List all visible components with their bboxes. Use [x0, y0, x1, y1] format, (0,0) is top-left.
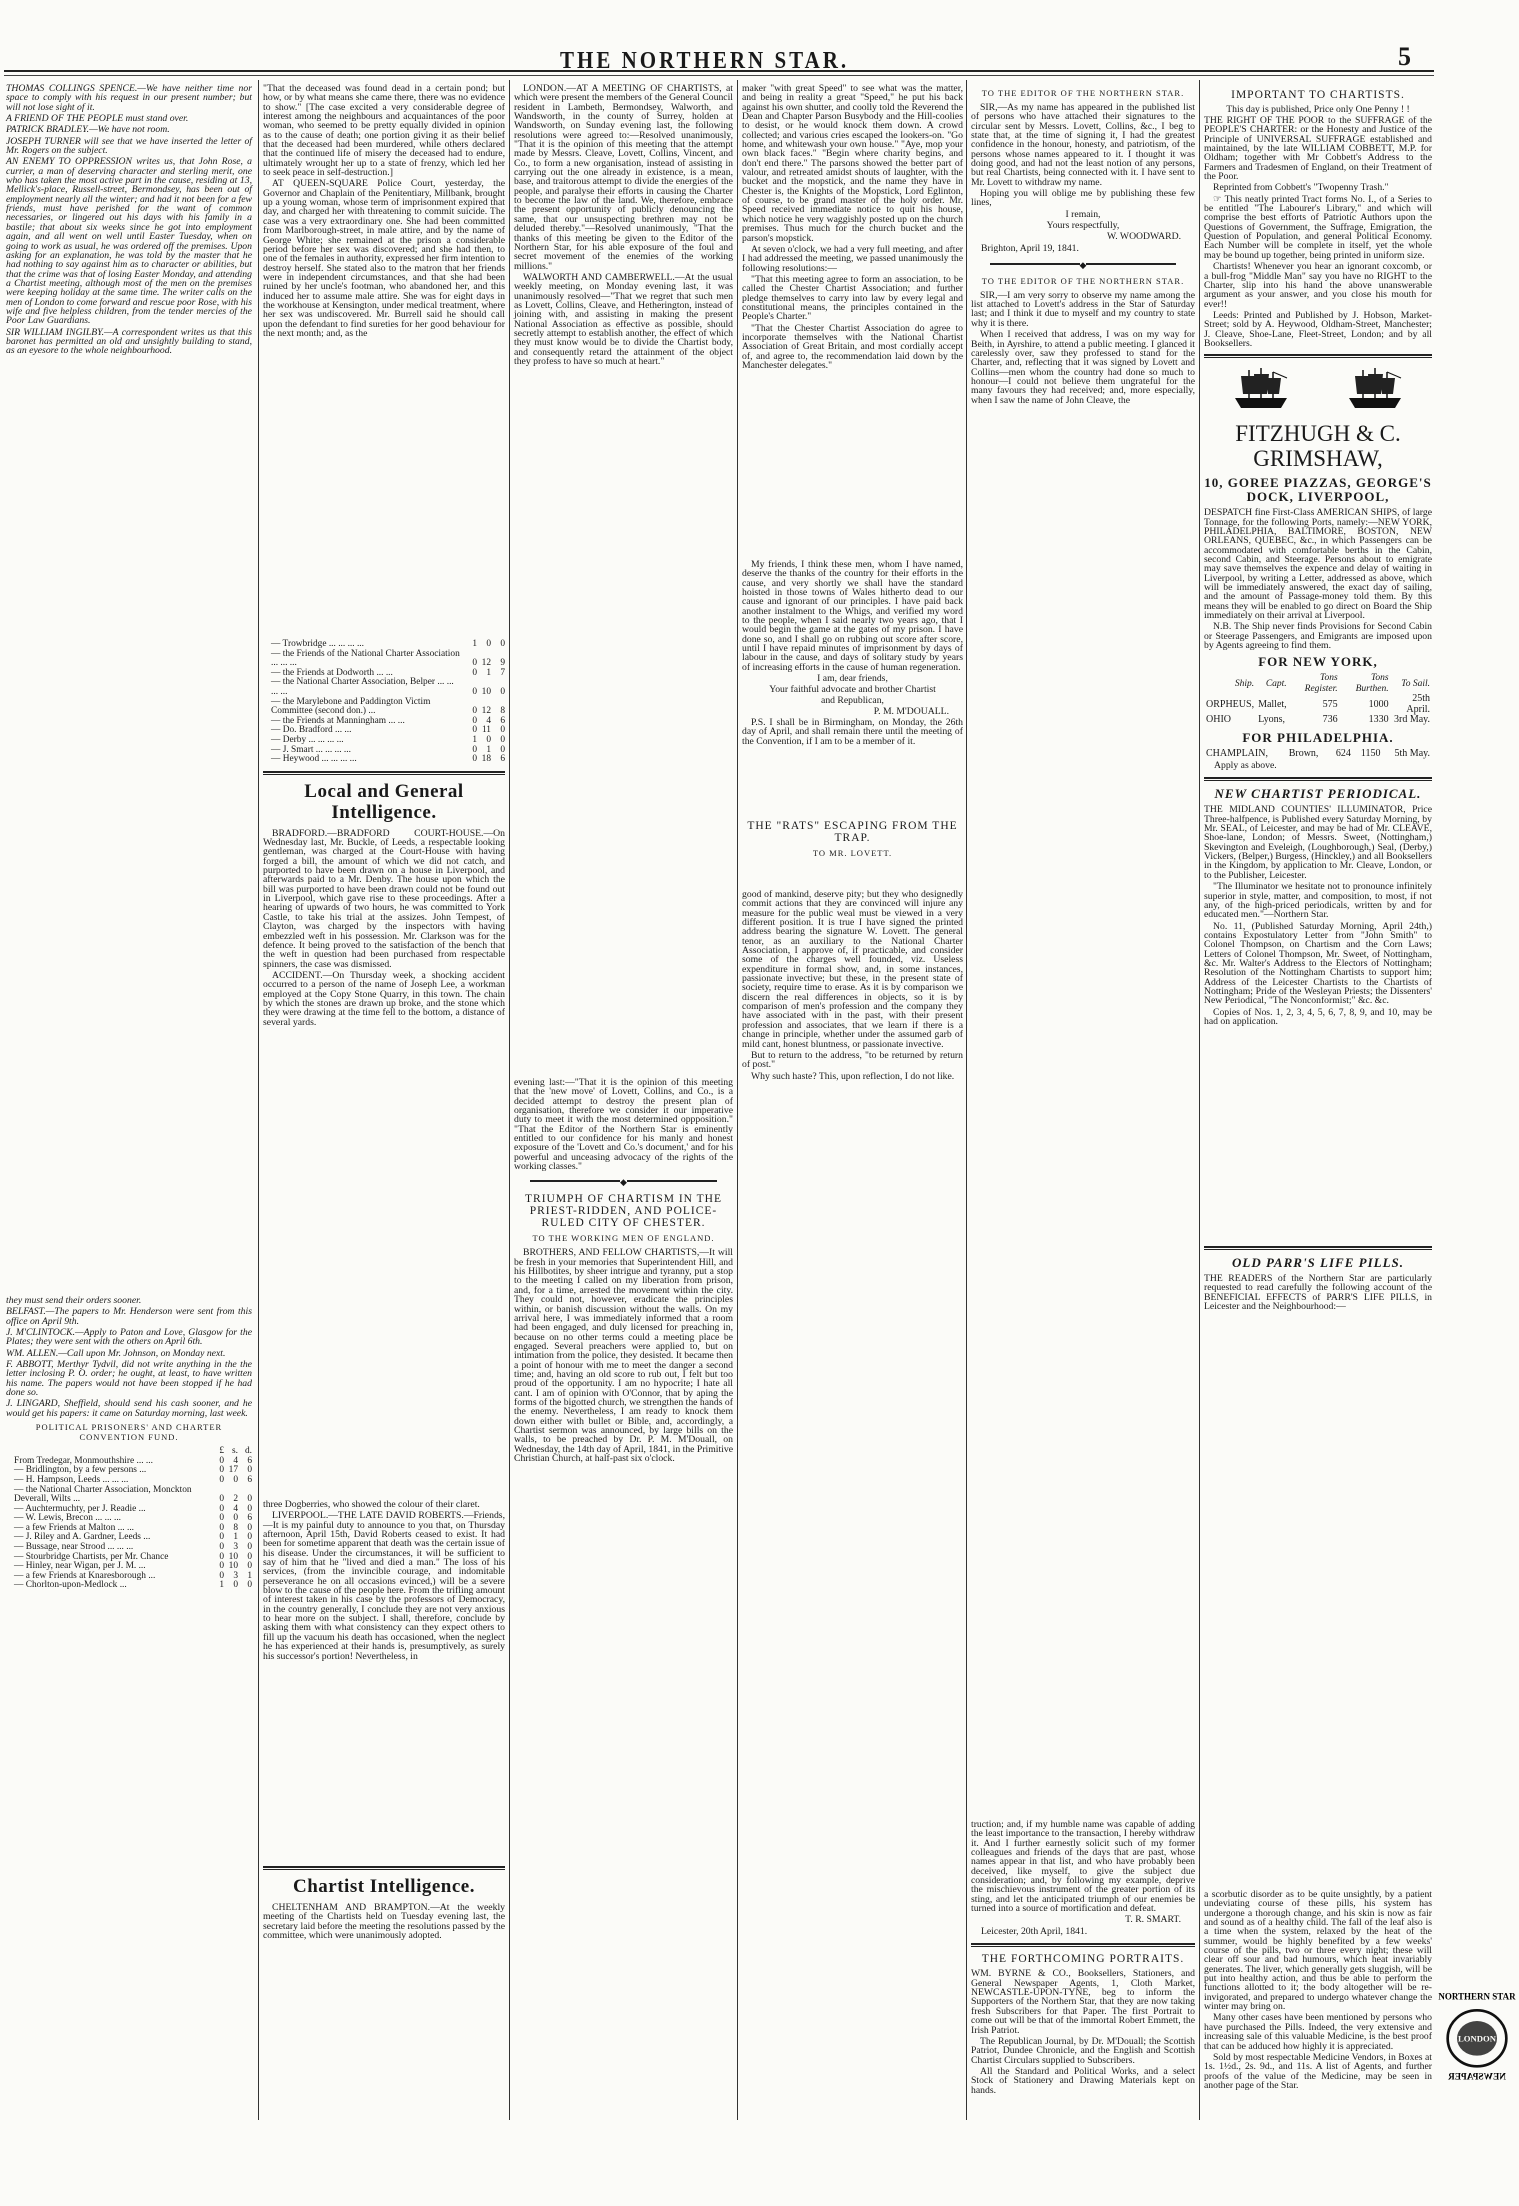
article-group	[263, 640, 505, 1029]
section-heading: Chartist Intelligence.	[293, 1876, 475, 1897]
article-group	[263, 1860, 505, 1942]
amount-cell: 0	[500, 686, 505, 697]
amount-cell: 0	[472, 715, 477, 726]
article-paragraph: three Dogberries, who showed the colour of their claret.	[263, 1499, 480, 1510]
contributor-name: — the National Charter Association, Belper ... ... ... ...	[271, 677, 454, 697]
news-column	[263, 0, 505, 2206]
contributor-name: — Bussage, near Strood ... ... ...	[14, 1542, 134, 1553]
amount-cell: 0	[219, 1561, 224, 1572]
section-rule	[1204, 1246, 1432, 1250]
article-paragraph: Hoping you will oblige me by publishing these few lines,	[971, 188, 1195, 209]
amount-cell: 0	[472, 658, 477, 669]
amount-cell: 0	[500, 725, 505, 736]
schedule-cell: 3rd May.	[1393, 714, 1430, 726]
contributor-name: — J. Smart ... ... ... ...	[271, 744, 351, 755]
amount-cell: 0	[247, 1503, 252, 1514]
contributor-name: — a few Friends at Knaresborough ...	[14, 1570, 156, 1581]
closing-line: Yours respectfully,	[1046, 219, 1120, 231]
article-paragraph: At seven o'clock, we had a very full meeting, and after I had addressed the meeting, we passed unanimously the following resolutions:—	[742, 243, 963, 274]
column-divider	[737, 80, 738, 2120]
table-row	[263, 650, 505, 669]
amount-cell: 12	[481, 706, 491, 717]
article-group	[514, 1078, 733, 1465]
sub-heading: POLITICAL PRISONERS' AND CHARTER CONVENTION FUND.	[35, 1422, 223, 1443]
news-column	[1204, 0, 1432, 2206]
article-paragraph: ☞ This neatly printed Tract forms No. I., of a Series to be entitled "The Labourer's Library," and which will comprise the best efforts of Patriotic Authors upon the Questions of Government, the Suffrage, Emigration, the Question of Population, and general Political Economy. Each Number will be complete in itself, yet the whole may be bound up together, being printed in uniform size.	[1204, 193, 1432, 261]
amount-cell: 0	[247, 1494, 252, 1505]
article-group	[971, 84, 1195, 407]
article-paragraph: But to return to the address, "to be returned by return of post."	[742, 1049, 963, 1071]
section-heading: OLD PARR'S LIFE PILLS.	[1231, 1255, 1404, 1270]
schedule-cell: 624	[1335, 747, 1351, 759]
amount-cell: 0	[233, 1474, 238, 1485]
article-group	[1204, 84, 1432, 1028]
column-header: £	[219, 1446, 224, 1457]
section-rule	[971, 1943, 1195, 1947]
news-column	[6, 0, 252, 2206]
column-header: Tons Register.	[1304, 673, 1338, 694]
article-paragraph: WM. ALLEN.—Call upon Mr. Johnson, on Monday next.	[6, 1347, 226, 1359]
closing-line: This day is published, Price only One Penny ! !	[1226, 104, 1410, 115]
article-paragraph: Leeds: Printed and Published by J. Hobson, Market-Street; sold by A. Heywood, Oldham-Street, Manchester; J. Cleave, Shoe-Lane, Fleet-Street, London; and by all Booksellers.	[1204, 309, 1432, 349]
signature: W. WOODWARD.	[1107, 230, 1181, 242]
article-group	[971, 1820, 1195, 2097]
ship-illustrations	[1204, 366, 1432, 417]
amount-cell: 6	[247, 1455, 252, 1466]
article-paragraph: No. 11, (Published Saturday Morning, April 24th,) contains Expostulatory Letter from "John Smith" to Colonel Thompson, on Chartism and the Corn Laws; Letters of Colonel Thompson, Mr. Sweet, of Nottingham, &c. Mr. Walter's Address to the Electors of Nottingham; Resolution of the Nottingham Chartists to support him; Address of the Leicester Chartists to the Chartists of Nottingham; Pride of the Wesleyan Priests; the Dissenters' New Periodical, "The Nonconformist;" &c. &c.	[1204, 920, 1432, 1007]
ship-icon	[1345, 366, 1405, 417]
contributor-name: — Heywood ... ... ... ...	[271, 754, 357, 765]
amount-cell: 10	[228, 1561, 238, 1572]
article-group	[742, 560, 963, 748]
article-paragraph: DESPATCH fine First-Class AMERICAN SHIPS, of large Tonnage, for the following Ports, namely:—NEW YORK, PHILADELPHIA, BALTIMORE, BOSTON, NEW ORLEANS, QUEBEC, &c., in which Passengers can be accommodated with comfortable berths in the Cabin, second Cabin, and Steerage. Persons about to emigrate may save themselves the expence and delay of waiting in Liverpool, by writing a Letter, addressed as above, which will be immediately answered, the exact day of sailing, and the amount of Passage-money told them. By this means they will be enabled to go direct on Board the Ship immediately on their arrival at Liverpool.	[1204, 507, 1432, 622]
amount-cell: 0	[219, 1474, 224, 1485]
article-paragraph: AT QUEEN-SQUARE Police Court, yesterday, the Governor and Chaplain of the Penitentiary, Millbank, brought up a young woman, whose term of imprisonment expired that day, and charged her with threatening to commit suicide. The case was a very extraordinary one. She had been committed from Marlborough-street, in male attire, and by the name of George White; she remained at the prison a considerable period before her sex was discovered; and she had then, to one of the females in authority, expressed her firm intention to destroy herself. She stated also to the matron that her friends were in independent circumstances, and that she had been ruined by her uncle's footman, who abandoned her, and this induced her to assume male attire. She was for eight days in the workhouse at Kensington, under medical treatment, where her sex was undiscovered. Mr. Burrell said he should call upon the defendant to find sureties for her good behaviour for the next month; and, as the	[263, 178, 505, 339]
article-paragraph: BRADFORD.—BRADFORD COURT-HOUSE.—On Wednesday last, Mr. Buckle, of Leeds, a respectable looking gentleman, was charged at the Court-House with having forged a bill, the amount of which we did not catch, and purported to have been drawn on a house in Liverpool, and afterwards paid to a Mr. Denby. The house upon which the bill was purported to have been drawn could not be found out in Liverpool, which gave rise to these proceedings. After a hearing of upwards of two hours, he was committed to York Castle, to take his trial at the assizes. John Tempest, of Clayton, was charged by the inspectors with having embezzled weft in his possession. Mr. Clarkson was for the defence. It being proved to the satisfaction of the bench that the weft in question had been purchased from respectable spinners, the case was dismissed.	[263, 827, 505, 970]
amount-cell: 4	[233, 1455, 238, 1466]
amount-cell: 2	[233, 1494, 238, 1505]
column-header: Capt.	[1265, 678, 1287, 689]
article-paragraph: Many other cases have been mentioned by persons who have purchased the Pills. Indeed, the very extensive and increasing sale of this valuable Medicine, is the best proof that can be adduced how highly it is appreciated.	[1204, 2012, 1432, 2052]
contributor-name: — Do. Bradford ... ...	[271, 725, 352, 736]
newspaper-stamp	[1437, 1990, 1517, 2084]
column-divider	[258, 80, 259, 2120]
article-group	[6, 84, 252, 358]
amount-cell: 0	[500, 639, 505, 649]
article-group	[1204, 1890, 1432, 2092]
article-group	[514, 84, 733, 368]
amount-cell: 1	[486, 667, 491, 678]
amount-cell: 6	[247, 1474, 252, 1485]
amount-cell: 3	[233, 1570, 238, 1581]
amount-cell: 8	[233, 1522, 238, 1533]
section-heading: THE FORTHCOMING PORTRAITS.	[981, 1953, 1185, 1966]
amount-cell: 0	[486, 639, 491, 649]
article-paragraph: When I received that address, I was on my way for Beith, in Ayrshire, to attend a public meeting. I glanced it carelessly over, saw they professed to stand for the Charter, and, reflecting that it was signed by Lovett and Collins—men whom the country had done so much to honour—I could not believe them ungrateful for the many favours they had received; and, more especially, when I saw the name of John Cleave, the	[971, 329, 1195, 406]
amount-cell: 0	[247, 1522, 252, 1533]
section-heading: NEW CHARTIST PERIODICAL.	[1214, 786, 1422, 802]
article-paragraph: LIVERPOOL.—THE LATE DAVID ROBERTS.—Friends,—It is my painful duty to announce to you that, on Thursday afternoon, April 15th, David Roberts ceased to exist. It had been for sometime apparent that death was the certain issue of his disease. Under the circumstances, it will be sufficient to say of him that he "lived and died a man." The loss of his services, (from the invincible courage, and indomitable perseverance he on all occasions evinced,) will be a severe blow to the cause of the people here. From the trifling amount of interest taken in his case by the professors of Democracy, in the country generally, I conclude they are not very anxious to hear more on the subject. I shall, therefore, conclude by asking them with what consistency can they expect others to fill up the vacuum his death has occasioned, when the neglect he has experienced at their hands is, presumptively, as surely his successor's portion! Nevertheless, in	[263, 1510, 505, 1662]
amount-cell: 6	[500, 715, 505, 726]
sub-heading: TO MR. LOVETT.	[812, 848, 893, 858]
section-heading: FOR NEW YORK,	[1258, 654, 1378, 670]
article-paragraph: PATRICK BRADLEY.—We have not room.	[6, 124, 170, 136]
closing-line: Your faithful advocate and brother Chartist	[769, 684, 936, 696]
newspaper-title: THE NORTHERN STAR.	[560, 46, 850, 74]
news-column	[514, 0, 733, 2206]
contributor-name: — a few Friends at Malton ... ...	[14, 1522, 135, 1533]
amount-cell: 4	[486, 715, 491, 726]
sub-heading: TO THE EDITOR OF THE NORTHERN STAR.	[981, 275, 1185, 286]
contributor-name: — the National Charter Association, Monckton Deverall, Wilts ...	[14, 1484, 192, 1505]
signature: P. M. M'DOUALL.	[873, 706, 949, 718]
amount-cell: 0	[486, 734, 491, 745]
amount-cell: 0	[219, 1570, 224, 1581]
article-paragraph: F. ABBOTT, Merthyr Tydvil, did not write anything in the the letter inclosing P. O. order; he ought, at least, to have written his name. The papers would not have been stopped if he had done so.	[6, 1359, 252, 1399]
section-rule	[1204, 777, 1432, 781]
stamp-ring-text: LONDON	[1458, 2033, 1496, 2044]
schedule-cell: 1000	[1368, 698, 1389, 710]
contributor-name: From Tredegar, Monmouthshire ... ...	[14, 1455, 153, 1466]
article-paragraph: "That the Chester Chartist Association do agree to incorporate themselves with the National Chartist Association of Great Britain, and most cordially accept of, and agree to, the recommendation laid down by the Manchester delegates."	[742, 322, 963, 371]
article-paragraph: WALWORTH AND CAMBERWELL.—At the usual weekly meeting, on Monday evening last, it was unanimously resolved—"That we regret that such men as Lovett, Collins, Cleave, and Hetherington, instead of joining with, and assisting in making the present National Association as effective as possible, should secretly attempt to establish another, the effect of which they must know would be to divide the Chartist body, and consequently retard the attainment of the object they profess to have so much at heart."	[514, 271, 733, 367]
section-rule	[1204, 354, 1432, 358]
amount-cell: 0	[233, 1513, 238, 1524]
article-group	[742, 890, 963, 1083]
amount-cell: 1	[486, 744, 491, 755]
article-paragraph: SIR,—As my name has appeared in the published list of persons who have attached their signatures to the circular sent by Messrs. Lovett, Collins, &c., I beg to state that, at the time of signing it, I had the greatest confidence in the honour, honesty, and patriotism, of the persons whose names appeared to it. I thought it was doing good, and had not the least notion of any persons, but real Chartists, being connected with it. I have sent to Mr. Lovett to withdraw my name.	[971, 102, 1195, 188]
amount-cell: 1	[247, 1570, 252, 1581]
table-row	[6, 1486, 252, 1505]
amount-cell: 0	[472, 725, 477, 736]
ornamental-divider: ◆	[514, 1177, 733, 1187]
table-row	[263, 678, 505, 697]
article-paragraph: SIR,—I am very sorry to observe my name among the list attached to Lovett's address in the Star of Saturday last; and I think it due to myself and my country to state why it is there.	[971, 289, 1195, 329]
article-group	[1204, 1240, 1432, 1313]
article-paragraph: "That the deceased was found dead in a certain pond; but how, or by what means she came there, there was no evidence to show." [The case excited a very considerable degree of interest among the neighbours and acquaintances of the poor woman, who seemed to be pretty equally divided in opinion as to the cause of death; one portion giving it as their belief that the deceased had been murdered, while others declared that the continued life of misery the deceased had to endure, ultimately wrought her up to a state of frenzy, which led her to seek peace in self-destruction.]	[263, 83, 505, 179]
article-paragraph: "The Illuminator we hesitate not to pronounce infinitely superior in style, matter, and composition, to most, if not any, of the high-priced periodicals, written by and for educated men."—Northern Star.	[1204, 881, 1432, 921]
article-paragraph: THE MIDLAND COUNTIES' ILLUMINATOR, Price Three-halfpence, is Published every Saturday Morning, by Mr. SEAL, of Leicester, and may be had of Mr. CLEAVE, Shoe-lane, London; of Messrs. Sweet, (Nottingham,) Skevington and Eveleigh, (Loughborough,) Seal, (Derby,) Vickers, (Belper,) Burgess, (Hinckley,) and all Booksellers in the Kingdom, by application to Mr. Cleave, London, or to the Publisher, Leicester.	[1204, 804, 1432, 881]
amount-cell: 0	[233, 1580, 238, 1591]
contributor-name: — Derby ... ... ... ...	[271, 734, 344, 745]
column-header: s.	[232, 1446, 238, 1457]
contributor-name: — Bridlington, by a few persons ...	[14, 1465, 147, 1476]
section-heading: IMPORTANT TO CHARTISTS.	[1231, 89, 1405, 101]
article-paragraph: JOSEPH TURNER will see that we have inserted the letter of Mr. Rogers on the subject.	[6, 135, 252, 157]
amount-cell: 1	[219, 1580, 224, 1591]
article-paragraph: Why such haste? This, upon reflection, I do not like.	[751, 1070, 955, 1082]
article-paragraph: THOMAS COLLINGS SPENCE.—We have neither time nor space to comply with his request in our present number; but will not lose sight of it.	[6, 83, 252, 113]
article-paragraph: good of mankind, deserve pity; but they who designedly commit actions that they are convinced will injure any measure for the public weal must be viewed in a very different position. It is true I have signed the printed address bearing the signature W. Lovett. The general tenor, as an auxiliary to the National Charter Association, I approve of, if practicable, and consider some of the charges well founded, viz. Useless expenditure in formal show, and, in some instances, passionate invective; but these, in the present state of society, require time to erase. As it is by comparison we discern the real differences in objects, so it is by comparison of men's profession and the company they have associated with in the past, with their present profession and associates, that we learn if there is a change in principle, whether under the assumed garb of mild cant, honest bluntness, or passionate invective.	[742, 889, 963, 1050]
article-paragraph: THE READERS of the Northern Star are particularly requested to read carefully the following account of the BENEFICIAL EFFECTS of PARR'S LIFE PILLS, in Leicester and the Neighbourhood:—	[1204, 1273, 1432, 1313]
column-divider	[509, 80, 510, 2120]
schedule-cell: 25th April.	[1406, 693, 1430, 715]
dateline: Leicester, 20th April, 1841.	[981, 1926, 1088, 1938]
amount-cell: 0	[219, 1503, 224, 1514]
amount-cell: 4	[233, 1503, 238, 1514]
schedule-cell: OHIO	[1206, 714, 1231, 726]
amount-cell: 1	[472, 639, 477, 649]
amount-cell: 0	[247, 1465, 252, 1476]
sub-heading: TO THE EDITOR OF THE NORTHERN STAR.	[981, 88, 1185, 98]
amount-cell: 0	[247, 1561, 252, 1572]
article-paragraph: WM. BYRNE & CO., Booksellers, Stationers, and General Newspaper Agents, 1, Cloth Market, NEWCASTLE-UPON-TYNE, beg to inform the Supporters of the Northern Star, that they are now taking fresh Subscribers for that Paper. The first Portrait to come out will be that of the immortal Robert Emmett, the Irish Patriot.	[971, 1968, 1195, 2036]
contributor-name: — Hinley, near Wigan, per J. M. ...	[14, 1561, 146, 1572]
subscription-table	[6, 1447, 252, 1591]
article-paragraph: My friends, I think these men, whom I have named, deserve the thanks of the country for their efforts in the cause, and very shortly we shall have the standard hoisted in those towns of Wales hitherto dead to our cause and ignorant of our principles. I have paid back another instalment to the Whigs, and verified my word to the people, when I said nearly two years ago, that I would begin the game at the gates of my prison. I have done so, and I shall go on rubbing out score after score, until I have repaid minutes of imprisonment by days of labour in the cause, and days of solitary study by years of increasing efforts in the cause of human regeneration.	[742, 559, 963, 673]
article-paragraph: J. LINGARD, Sheffield, should send his cash sooner, and he would get his papers: it came on Saturday morning, last week.	[6, 1398, 252, 1419]
article-paragraph: All the Standard and Political Works, and a select Stock of Stationery and Drawing Materials kept on hands.	[971, 2065, 1195, 2096]
amount-cell: 0	[472, 754, 477, 765]
closing-line: and Republican,	[821, 695, 884, 707]
sailing-schedule	[1204, 673, 1432, 726]
article-paragraph: AN ENEMY TO OPPRESSION writes us, that John Rose, a currier, a man of deserving character and sterling merit, one who has taken the most active part in the cause, residing at 13, Mellick's-place, Russell-street, Bermondsey, has been out of employment nearly all the winter; and had it not been for a few friends, must have perished for the want of common necessaries, or lingered out his days with his family in a bastile; that about six weeks since he got into employment again, and all went on well until Easter Tuesday, when on going to work as usual, he was ordered off the premises. Upon asking for an explanation, he was told by the master that he had nothing to say against him as to character or abilities, but that the crime was that of losing Easter Monday, and attending a Chartist meeting, although most of the men on the premises were keeping holiday at the same time. The writer calls on the men of London to come forward and rescue poor Rose, with his wife and five helpless children, from the tender mercies of the Poor Law Guardians.	[6, 156, 252, 327]
amount-cell: 11	[481, 725, 491, 736]
amount-cell: 0	[472, 706, 477, 717]
article-paragraph: "That this meeting agree to form an association, to be called the Chester Chartist Association; and further pledge themselves to carry into law by every legal and constitutional means, the principles contained in the People's Charter."	[742, 273, 963, 323]
amount-cell: 0	[247, 1551, 252, 1562]
dateline: Apply as above.	[1214, 760, 1277, 772]
amount-cell: 0	[472, 744, 477, 755]
amount-cell: 7	[500, 667, 505, 678]
article-paragraph: BELFAST.—The papers to Mr. Henderson were sent from this office on April 9th.	[6, 1306, 252, 1327]
section-heading: THE "RATS" ESCAPING FROM THE TRAP.	[747, 820, 958, 844]
table-row	[1204, 749, 1432, 760]
contributor-name: — Auchtermuchty, per J. Readie ...	[14, 1503, 146, 1514]
contributor-name: — the Marylebone and Paddington Victim Committee (second don.) ...	[271, 696, 431, 717]
amount-cell: 12	[481, 658, 491, 669]
contributor-name: — Chorlton-upon-Medlock ...	[14, 1580, 127, 1591]
stamp-bottom-text: NEWSPAPER	[1448, 2072, 1506, 2083]
schedule-cell: 1150	[1360, 747, 1381, 759]
column-header: Ship.	[1234, 678, 1255, 689]
contributor-name: — the Friends at Dodworth ... ...	[271, 667, 393, 678]
article-group	[742, 84, 963, 372]
dateline: Brighton, April 19, 1841.	[981, 242, 1079, 254]
amount-cell: 0	[219, 1513, 224, 1524]
article-paragraph: A FRIEND OF THE PEOPLE must stand over.	[6, 113, 189, 125]
ship-icon	[1231, 366, 1291, 417]
amount-cell: 3	[233, 1542, 238, 1553]
article-paragraph: Sold by most respectable Medicine Vendors, in Boxes at 1s. 1½d., 2s. 9d., and 11s. A list of Agents, and further proofs of the value of the Medicine, may be seen in another page of the Star.	[1204, 2051, 1432, 2091]
article-paragraph: they must send their orders sooner.	[6, 1295, 142, 1306]
article-paragraph: LONDON.—AT A MEETING OF CHARTISTS, at which were present the members of the General Council resident in Lambeth, Bermondsey, Walworth, and Wandsworth, in the county of Surrey, holden at Wandsworth, on Sunday evening last, the following resolutions were agreed to:—Resolved unanimously, "That it is the opinion of this meeting that the attempt made by Messrs. Cleave, Lovett, Collins, Vincent, and Co., to form a new organisation, instead of assisting in carrying out the one already in existence, is a mean, base, and traitorous attempt to divide the energies of the people, and paralyse their efforts in causing the Charter to become the law of the land. We, therefore, embrace the present opportunity of publicly denouncing the same, that our unsuspecting brethren may not be deluded thereby."—Resolved unanimously, "That the thanks of this meeting be given to the Editor of the Northern Star, for his able exposure of the foul and secret movement of the enemies of the working millions."	[514, 83, 733, 272]
table-row	[263, 698, 505, 717]
article-paragraph: The Republican Journal, by Dr. M'Douall; the Scottish Patriot, Dundee Chronicle, and the English and Scottish Chartist Circulars supplied to Subscribers.	[971, 2035, 1195, 2066]
article-paragraph: Reprinted from Cobbett's "Twopenny Trash."	[1213, 182, 1389, 194]
article-group	[263, 1500, 505, 1663]
closing-line: I am, dear friends,	[817, 673, 888, 685]
amount-cell: 6	[247, 1513, 252, 1524]
article-paragraph: Chartists! Whenever you hear an ignorant coxcomb, or a bull-frog "Middle Man" say you have no RIGHT to the Charter, slip into his hand the above unanswerable argument as your answer, and you close his mouth for ever!!	[1204, 261, 1432, 310]
amount-cell: 0	[219, 1522, 224, 1533]
table-row	[1204, 694, 1432, 715]
amount-cell: 17	[228, 1465, 238, 1476]
contributor-name: — the Friends at Manningham ... ...	[271, 715, 405, 726]
news-column	[971, 0, 1195, 2206]
stamp-title: NORTHERN STAR	[1438, 1992, 1516, 2003]
article-group	[6, 1296, 252, 1591]
schedule-cell: Lyons,	[1258, 714, 1286, 726]
contributor-name: — the Friends of the National Charter Association ... ... ...	[271, 648, 460, 669]
article-group	[742, 815, 963, 863]
amount-cell: 0	[219, 1455, 224, 1466]
article-paragraph: truction; and, if my humble name was capable of adding the least importance to the transaction, I hereby withdraw it. And I further earnestly solicit such of my former colleagues and friends of the days that are past, whose names appear in that list, and who have probably been deceived, like myself, to give the subject due consideration; and, by following my example, deprive the mischievous instrument of the greater portion of its sting, and let the anticipated triumph of our enemies be turned into a source of mortification and defeat.	[971, 1819, 1195, 1915]
schedule-cell: ORPHEUS,	[1206, 698, 1255, 710]
amount-cell: 0	[247, 1580, 252, 1591]
amount-cell: 0	[219, 1494, 224, 1505]
contributor-name: — J. Riley and A. Gardner, Leeds ...	[14, 1532, 151, 1543]
news-column	[742, 0, 963, 2206]
signature: T. R. SMART.	[1125, 1914, 1181, 1926]
contributor-name: — Stourbridge Chartists, per Mr. Chance	[14, 1551, 169, 1562]
amount-cell: 0	[472, 686, 477, 697]
amount-cell: 8	[500, 706, 505, 717]
section-heading: 10, GOREE PIAZZAS, GEORGE'S DOCK, LIVERPOOL,	[1204, 475, 1432, 505]
amount-cell: 10	[481, 686, 491, 697]
amount-cell: 10	[228, 1551, 238, 1562]
amount-cell: 0	[219, 1542, 224, 1553]
sub-heading: TO THE WORKING MEN OF ENGLAND.	[532, 1233, 715, 1244]
article-paragraph: CHELTENHAM AND BRAMPTON.—At the weekly meeting of the Chartists held on Tuesday evening last, the secretary laid before the meeting the resolutions passed by the committee, which were unanimously adopted.	[263, 1902, 505, 1942]
article-paragraph: P.S. I shall be in Birmingham, on Monday, the 26th day of April, and shall remain there until the meeting of the Convention, if I am to be a member of it.	[742, 717, 963, 747]
amount-cell: 0	[472, 667, 477, 678]
article-paragraph: N.B. The Ship never finds Provisions for Second Cabin or Steerage Passengers, and Emigrants are imposed upon by Agents agreeing to find them.	[1204, 621, 1432, 652]
contributor-name: — W. Lewis, Brecon ... ... ...	[14, 1513, 122, 1524]
column-header: Tons Burthen.	[1355, 673, 1389, 694]
article-paragraph: maker "with great Speed" to see what was the matter, and being in reality a great "Speed," he put his back against his own shutter, and coolly told the Reverend the Dean and Chapter Parson Busybody and the Hill-coolies to desist, or he would knock them down. A crowd collected; and various cries escaped the lookers-on. "Go home, and whitewash your own house." "Aye, mop your own black faces." "Begin where charity begins, and don't end there." The parsons showed the better part of valour, and retreated amidst shouts of laughter, with the bucket and the mopstick, and the name they have in Chester is, the Knights of the Mopstick, Lord Eglinton, of course, to be grand master of the holy order. Mr. Speed received immediate notice to quit his house, which notice he very waggishly posted up on the church premises. Thus much for the church bucket and the parson's mopstick.	[742, 83, 963, 244]
schedule-cell: 1330	[1368, 714, 1389, 726]
schedule-cell: Brown,	[1288, 747, 1319, 759]
column-header: To Sail.	[1401, 678, 1430, 689]
amount-cell: 0	[219, 1532, 224, 1543]
article-paragraph: J. M'CLINTOCK.—Apply to Paton and Love, Glasgow for the Plates; they were sent with the others on April 6th.	[6, 1327, 252, 1348]
schedule-cell: 575	[1322, 698, 1338, 710]
amount-cell: 6	[500, 754, 505, 765]
amount-cell: 0	[247, 1532, 252, 1543]
page-number: 5	[1398, 42, 1411, 71]
schedule-cell: Mallet,	[1258, 698, 1287, 710]
contributor-name: — H. Hampson, Leeds ... ... ...	[14, 1474, 129, 1485]
closing-line: I remain,	[1065, 208, 1101, 220]
sailing-schedule	[1204, 749, 1432, 760]
schedule-cell: 736	[1322, 714, 1338, 726]
table-row	[6, 1581, 252, 1591]
schedule-cell: CHAMPLAIN,	[1206, 747, 1268, 759]
ornamental-divider: ◆	[971, 260, 1195, 270]
amount-cell: 0	[219, 1465, 224, 1476]
section-rule	[263, 771, 505, 775]
table-row	[1204, 715, 1432, 726]
article-group	[263, 84, 505, 340]
amount-cell: 18	[481, 754, 491, 765]
amount-cell: 9	[500, 658, 505, 669]
column-divider	[1199, 80, 1200, 2120]
article-paragraph: evening last:—"That it is the opinion of this meeting that the 'new move' of Lovett, Collins, and Co., is a decided attempt to destroy the present plan of organisation, therefore we consider it our imperative duty to meet it with the most determined oppposition." "That the Editor of the Northern Star is eminently entitled to our confidence for his manly and honest exposure of the 'Lovett and Co.'s document,' and for his powerful and unceasing advocacy of the rights of the working classes."	[514, 1077, 733, 1173]
section-rule	[263, 1866, 505, 1870]
amount-cell: 1	[472, 734, 477, 745]
contributor-name: — Trowbridge ... ... ... ...	[271, 639, 364, 649]
article-paragraph: THE RIGHT OF THE POOR to the SUFFRAGE of the PEOPLE'S CHARTER: or the Honesty and Justice of the Principle of UNIVERSAL SUFFRAGE established and maintained, by the late WILLIAM COBBETT, M.P. for Oldham; together with Mr Cobbett's Address to the Farmers and Tradesmen of England, on their Treatment of the Poor.	[1204, 115, 1432, 183]
article-paragraph: SIR WILLIAM INGILBY.—A correspondent writes us that this baronet has permitted an old and unsightly building to stand, as an eyesore to the whole neighbourhood.	[6, 326, 252, 357]
amount-cell: 0	[500, 744, 505, 755]
column-divider	[966, 80, 967, 2120]
table-row	[263, 755, 505, 765]
section-heading: FOR PHILADELPHIA.	[1242, 729, 1394, 745]
column-header: d.	[244, 1446, 252, 1457]
section-heading: FITZHUGH & C. GRIMSHAW,	[1235, 421, 1401, 472]
section-heading: Local and General Intelligence.	[304, 780, 464, 823]
amount-cell: 0	[247, 1542, 252, 1553]
article-paragraph: a scorbutic disorder as to be quite unsightly, by a patient undeviating course of these pills, his system has undergone a thorough change, and his skin is now as fair and sound as of a healthy child. The fall of the leaf also is a time when the system, relaxed by the heat of the summer, would be highly benefited by a few weeks' course of the pills, two or three every night; these will clear off sour and bad humours, which heat invariably generates. The liver, which generally gets sluggish, will be put into healthy action, and thus be able to perform the functions allotted to it; the body altogether will be re-invigorated, and prepared to undergo whatever change the winter may bring on.	[1204, 1889, 1432, 2013]
amount-cell: 0	[500, 734, 505, 745]
amount-cell: 0	[219, 1551, 224, 1562]
amount-cell: 1	[233, 1532, 238, 1543]
schedule-cell: 5th May.	[1394, 747, 1430, 759]
subscription-table	[263, 640, 505, 765]
article-paragraph: Copies of Nos. 1, 2, 3, 4, 5, 6, 7, 8, 9, and 10, may be had on application.	[1204, 1006, 1432, 1027]
article-paragraph: ACCIDENT.—On Thursday week, a shocking accident occurred to a person of the name of Joseph Lee, a workman employed at the Copy Stone Quarry, in this town. The chain by which the stones are drawn up broke, and the stone which they were drawing at the time fell to the bottom, a distance of several yards.	[263, 969, 505, 1028]
section-heading: TRIUMPH OF CHARTISM IN THE PRIEST-RIDDEN, AND POLICE-RULED CITY OF CHESTER.	[525, 1193, 722, 1230]
table-header-row	[1204, 673, 1432, 694]
article-paragraph: BROTHERS, AND FELLOW CHARTISTS,—It will be fresh in your memories that Superintendent Hill, and his Hillbotites, by sheer intrigue and tyranny, put a stop to the meeting I called on my liberation from prison, and, for a time, arrested the movement within the city. They could not, however, eradicate the principles within, or banish discussion without the walls. On my arrival here, I was immediately informed that a room had been engaged, and duly licensed for preaching in, because on no other terms could a meeting place be engaged. Several preachers were applied to, but on intimation from the police, they desisted. It became then a point of honour with me to meet the danger a second time; and, having an old score to rub out, I felt but too proud of the opportunity. I am no hypocrite; I hate all cant. I am of opinion with O'Connor, that by aping the forms of the bigotted church, we strengthen the hands of the enemy. Nevertheless, I am ready to knock them down either with bullet or Bible, and, accordingly, a Chartist sermon was announced, by large bills on the walls, to be preached by Dr. P. M. M'Douall, on Wednesday, the 14th day of April, 1841, in the Primitive Christian Church, at half-past six o'clock.	[514, 1247, 733, 1464]
